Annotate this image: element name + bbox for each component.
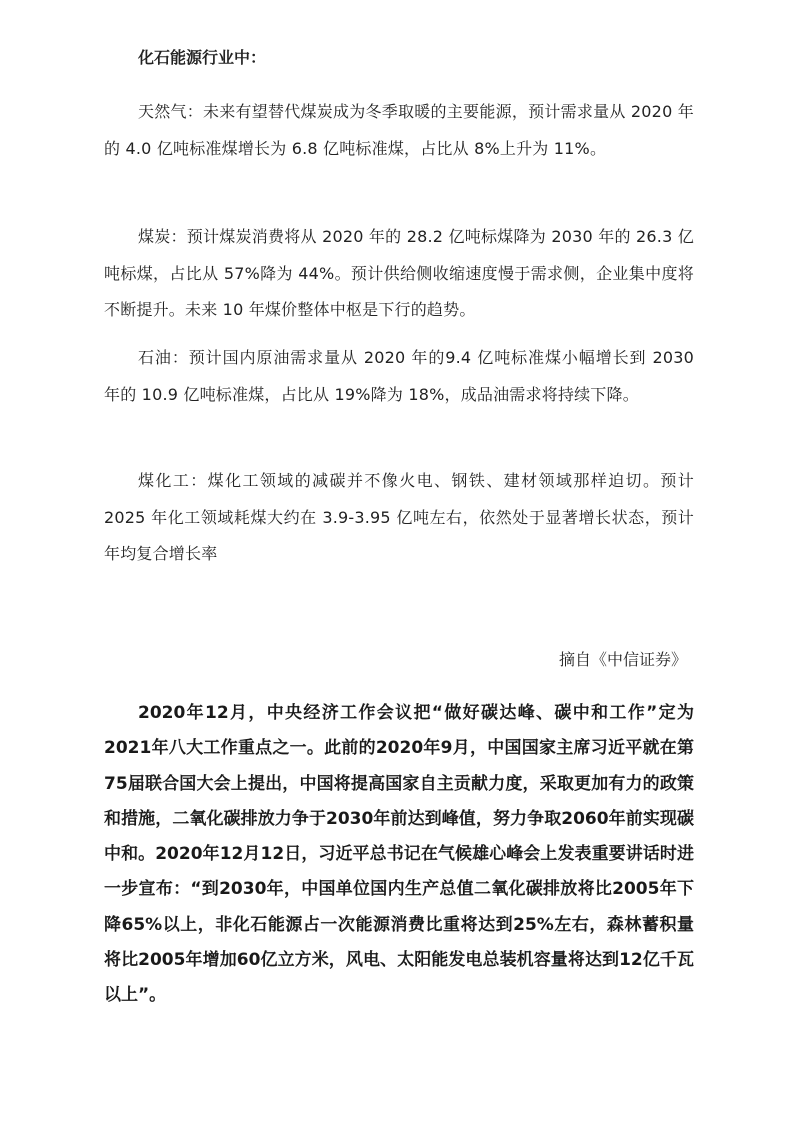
paragraph-text: 煤化工领域的减碳并不像火电、钢铁、建材领域那样迫切。预计 2025 年化工领域耗煤大约在 3.9-3.95 亿吨左右，依然处于显著增长状态，预计年均复合增长率 [104,471,694,563]
paragraph-oil [104,340,694,413]
section-heading: 化石能源行业中： [138,48,267,67]
paragraph-text: 预计国内原油需求量从 2020 年的9.4 亿吨标准煤小幅增长到 2030 年的 10.9 亿吨标准煤，占比从 19%降为 18%，成品油需求将持续下降。 [104,348,694,404]
paragraph-label: 煤化工： [138,471,208,490]
paragraph-coal-chemical [104,463,694,573]
paragraph-text: 预计煤炭消费将从 2020 年的 28.2 亿吨标煤降为 2030 年的 26.3 亿吨标煤，占比从 57%降为 44%。预计供给侧收缩速度慢于需求侧，企业集中度将不断提升。未来 10 年煤价整体中枢是下行的趋势。 [104,227,694,319]
source-citation: 摘自《中信证券》 [558,650,687,669]
paragraph-label: 煤炭： [138,227,187,246]
paragraph-coal [104,219,694,329]
bold-paragraph: 2020年12月，中央经济工作会议把“做好碳达峰、碳中和工作”定为2021年八大工作重点之一。此前的2020年9月，中国国家主席习近平就在第75届联合国大会上提出，中国将提高国家自主贡献力度，采取更加有力的政策和措施，二氧化碳排放力争于2030年前达到峰值，努力争取2060年前实现碳中和。2020年12月12日，习近平总书记在气候雄心峰会上发表重要讲话时进一步宣布：“到2030年，中国单位国内生产总值二氧化碳排放将比2005年下降65%以上，非化石能源占一次能源消费比重将达到25%左右，森林蓄积量将比2005年增加60亿立方米，风电、太阳能发电总装机容量将达到12亿千瓦以上”。 [104,703,694,1006]
paragraph-text: 未来有望替代煤炭成为冬季取暖的主要能源，预计需求量从 2020 年的 4.0 亿吨标准煤增长为 6.8 亿吨标准煤，占比从 8%上升为 11%。 [104,102,694,158]
paragraph-natural-gas [104,94,694,167]
paragraph-label: 天然气： [138,102,204,121]
paragraph-label: 石油： [138,348,189,367]
